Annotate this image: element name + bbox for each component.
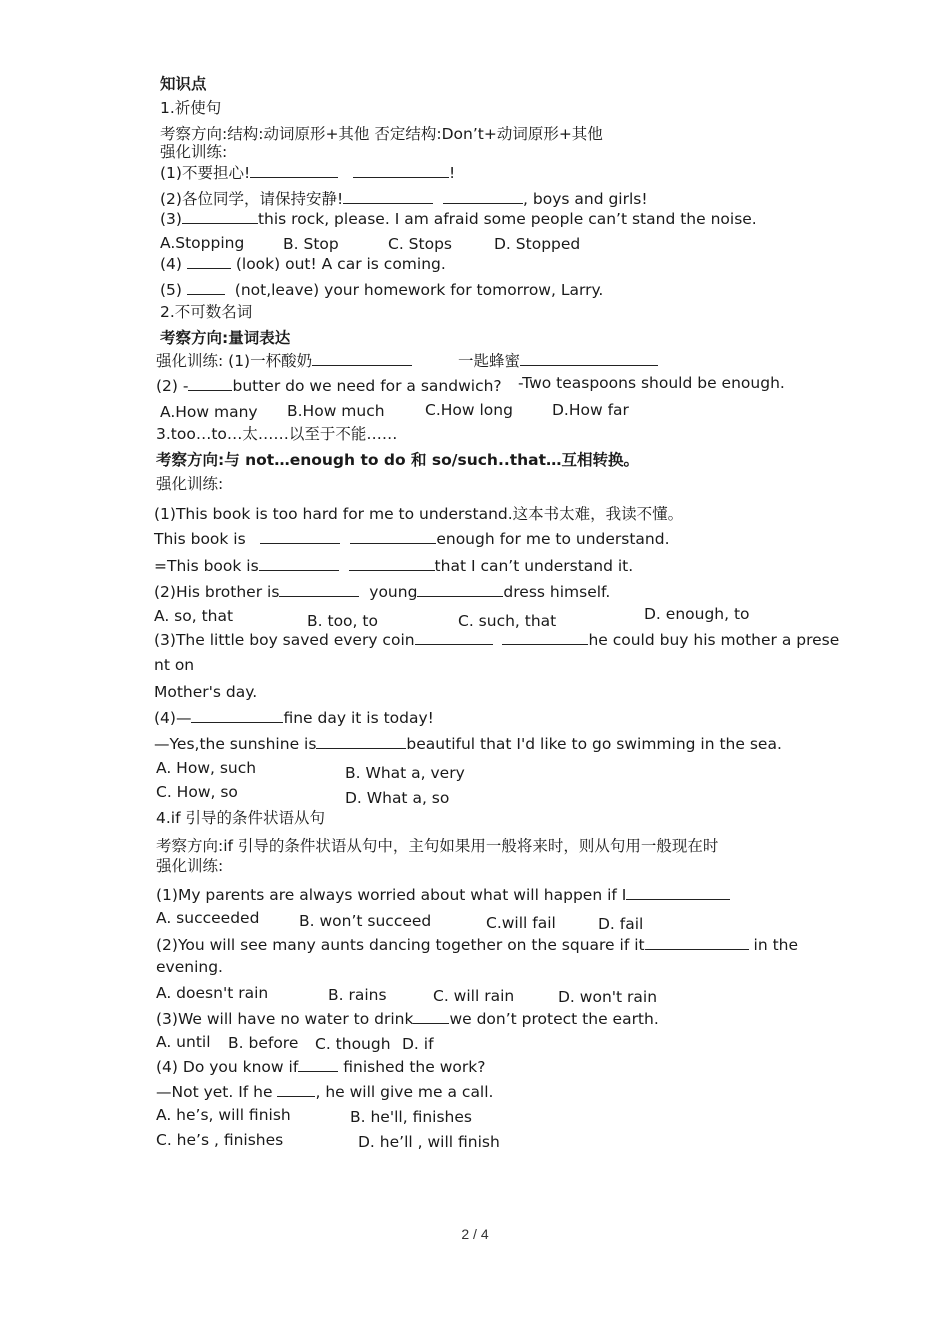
s1-q1-end: !	[448, 164, 456, 182]
option: B. rains	[328, 986, 387, 1004]
answer-blank	[626, 885, 730, 900]
answer-blank	[350, 529, 436, 544]
option: A. so, that	[154, 607, 234, 625]
option: D.How far	[552, 401, 629, 419]
s1-q3-num: (3)	[160, 210, 182, 228]
s3-question-1a	[154, 529, 670, 549]
s2-question-1	[156, 351, 412, 371]
option: A. doesn't rain	[156, 984, 269, 1002]
s1-question-2	[160, 189, 648, 209]
s4-question-2-cont: evening.	[156, 958, 223, 976]
s3-q4b-end: beautiful that I'd like to go swimming in the sea.	[406, 735, 782, 753]
s3-question-4b	[154, 734, 782, 754]
answer-blank	[349, 556, 435, 571]
answer-blank	[191, 708, 283, 723]
s1-q4-num: (4)	[160, 255, 182, 273]
s3-question-3	[154, 630, 839, 650]
s3-q3-end: he could buy his mother a prese	[588, 631, 840, 649]
option: C.How long	[425, 401, 513, 419]
answer-blank	[415, 630, 493, 645]
s4-q3-text: (3)We will have no water to drink	[156, 1010, 414, 1028]
option: B. Stop	[283, 235, 339, 253]
s3-question-1: (1)This book is too hard for me to understand.这本书太难，我读不懂。	[154, 505, 684, 523]
s1-q2-text: (2)各位同学，请保持安静!	[160, 190, 344, 208]
s4-question-1	[156, 885, 730, 905]
option: C. though	[315, 1035, 391, 1053]
option: C. will rain	[433, 987, 515, 1005]
s4-q2-end: in the	[753, 936, 799, 954]
option: C. he’s , finishes	[156, 1131, 284, 1149]
s3-q4-text: fine day it is today!	[283, 709, 434, 727]
s1-q3-text: this rock, please. I am afraid some people can’t stand the noise.	[257, 210, 757, 228]
answer-blank	[259, 556, 339, 571]
section-1-training-label: 强化训练:	[160, 143, 228, 161]
option: A.How many	[160, 403, 258, 421]
page-number: 2 / 4	[461, 1226, 489, 1242]
s2-q2-text: butter do we need for a sandwich?	[232, 377, 502, 395]
answer-blank	[260, 529, 340, 544]
answer-blank	[443, 189, 523, 204]
s4-q4b-text: —Not yet. If he	[156, 1083, 273, 1101]
s2-question-2	[156, 376, 502, 396]
s1-question-5	[160, 280, 603, 300]
answer-blank	[187, 254, 231, 269]
option: D. if	[402, 1035, 434, 1053]
option: A.Stopping	[160, 234, 245, 252]
section-3-title: 3.too…to…太……以至于不能……	[156, 425, 398, 443]
s4-q4-end: finished the work?	[343, 1058, 486, 1076]
s3-question-2	[154, 582, 610, 602]
answer-blank	[645, 935, 749, 950]
option: D. enough, to	[644, 605, 750, 623]
s3-q1b-text: =This book is	[154, 557, 259, 575]
s3-question-4	[154, 708, 434, 728]
option: B. too, to	[307, 612, 378, 630]
s3-q2-end: dress himself.	[503, 583, 611, 601]
section-4-training-label: 强化训练:	[156, 857, 224, 875]
answer-blank	[312, 351, 412, 366]
s3-q3-text: (3)The little boy saved every coin	[154, 631, 415, 649]
s4-q1-text: (1)My parents are always worried about what will happen if I	[156, 886, 627, 904]
option: B. before	[228, 1034, 299, 1052]
s3-q2-text: (2)His brother is	[154, 583, 280, 601]
answer-blank	[316, 734, 406, 749]
s1-q2-end: , boys and girls!	[523, 190, 648, 208]
option: A. he’s, will finish	[156, 1106, 291, 1124]
answer-blank	[298, 1057, 338, 1072]
s3-question-3-cont: nt on	[154, 656, 195, 674]
answer-blank	[188, 376, 232, 391]
s4-question-4	[156, 1057, 485, 1077]
option: C. How, so	[156, 783, 238, 801]
option: C. Stops	[388, 235, 452, 253]
s1-question-3	[160, 209, 757, 229]
section-3-focus: 考察方向:与 not…enough to do 和 so/such..that…互相转换。	[156, 451, 640, 469]
s3-q4b-text: —Yes,the sunshine is	[154, 735, 317, 753]
option: D. fail	[598, 915, 644, 933]
s1-q5-text: (not,leave) your homework for tomorrow, Larry.	[234, 281, 604, 299]
option: A. until	[156, 1033, 211, 1051]
s3-q4-num: (4)—	[154, 709, 192, 727]
s3-q1a-end: enough for me to understand.	[436, 530, 670, 548]
option: B.How much	[287, 402, 385, 420]
s4-question-4b	[156, 1082, 493, 1102]
s2-q2-num: (2) -	[156, 377, 189, 395]
option: C.will fail	[486, 914, 556, 932]
s2-q1-text: 强化训练: (1)一杯酸奶	[156, 352, 313, 370]
answer-blank	[277, 1082, 315, 1097]
s3-question-1b	[154, 556, 633, 576]
answer-blank	[417, 582, 503, 597]
option: C. such, that	[458, 612, 557, 630]
s1-q1-text: (1)不要担心!	[160, 164, 251, 182]
s1-question-1	[160, 163, 455, 183]
s2-question-1b	[458, 351, 658, 371]
s4-question-3	[156, 1009, 659, 1029]
option: D. What a, so	[345, 789, 450, 807]
s4-q3-end: we don’t protect the earth.	[449, 1010, 659, 1028]
section-1-focus: 考察方向:结构:动词原形+其他 否定结构:Don’t+动词原形+其他	[160, 125, 603, 143]
answer-blank	[279, 582, 359, 597]
s4-q4b-end: , he will give me a call.	[315, 1083, 494, 1101]
s4-q4-text: (4) Do you know if	[156, 1058, 299, 1076]
answer-blank	[520, 351, 658, 366]
section-2-focus: 考察方向:量词表达	[160, 329, 291, 347]
section-1-title: 1.祈使句	[160, 99, 222, 117]
s1-q4-text: (look) out! A car is coming.	[235, 255, 446, 273]
section-2-title: 2.不可数名词	[160, 303, 253, 321]
answer-blank	[343, 189, 433, 204]
option: A. succeeded	[156, 909, 260, 927]
s4-question-2	[156, 935, 798, 955]
option: B. he'll, finishes	[350, 1108, 472, 1126]
option: D. Stopped	[494, 235, 581, 253]
s3-q1b-end: that I can’t understand it.	[434, 557, 634, 575]
section-4-focus: 考察方向:if 引导的条件状语从句中，主句如果用一般将来时，则从句用一般现在时	[156, 837, 719, 855]
option: B. won’t succeed	[299, 912, 432, 930]
section-4-title: 4.if 引导的条件状语从句	[156, 809, 325, 827]
answer-blank	[413, 1009, 449, 1024]
answer-blank	[502, 630, 588, 645]
s2-q2-answer: -Two teaspoons should be enough.	[518, 374, 785, 392]
s3-q1a-text: This book is	[154, 530, 246, 548]
option: D. he’ll , will finish	[358, 1133, 500, 1151]
s3-q2-mid: young	[369, 583, 418, 601]
option: B. What a, very	[345, 764, 465, 782]
answer-blank	[250, 163, 338, 178]
option: D. won't rain	[558, 988, 658, 1006]
s1-q5-num: (5)	[160, 281, 182, 299]
answer-blank	[187, 280, 225, 295]
notes-heading: 知识点	[160, 75, 207, 93]
s3-question-3-cont2: Mother's day.	[154, 683, 258, 701]
s2-q1b-text: 一匙蜂蜜	[458, 352, 521, 370]
option: A. How, such	[156, 759, 257, 777]
section-3-training-label: 强化训练:	[156, 475, 224, 493]
s1-question-4	[160, 254, 446, 274]
answer-blank	[182, 209, 258, 224]
s4-q2-text: (2)You will see many aunts dancing together on the square if it	[156, 936, 645, 954]
answer-blank	[353, 163, 449, 178]
